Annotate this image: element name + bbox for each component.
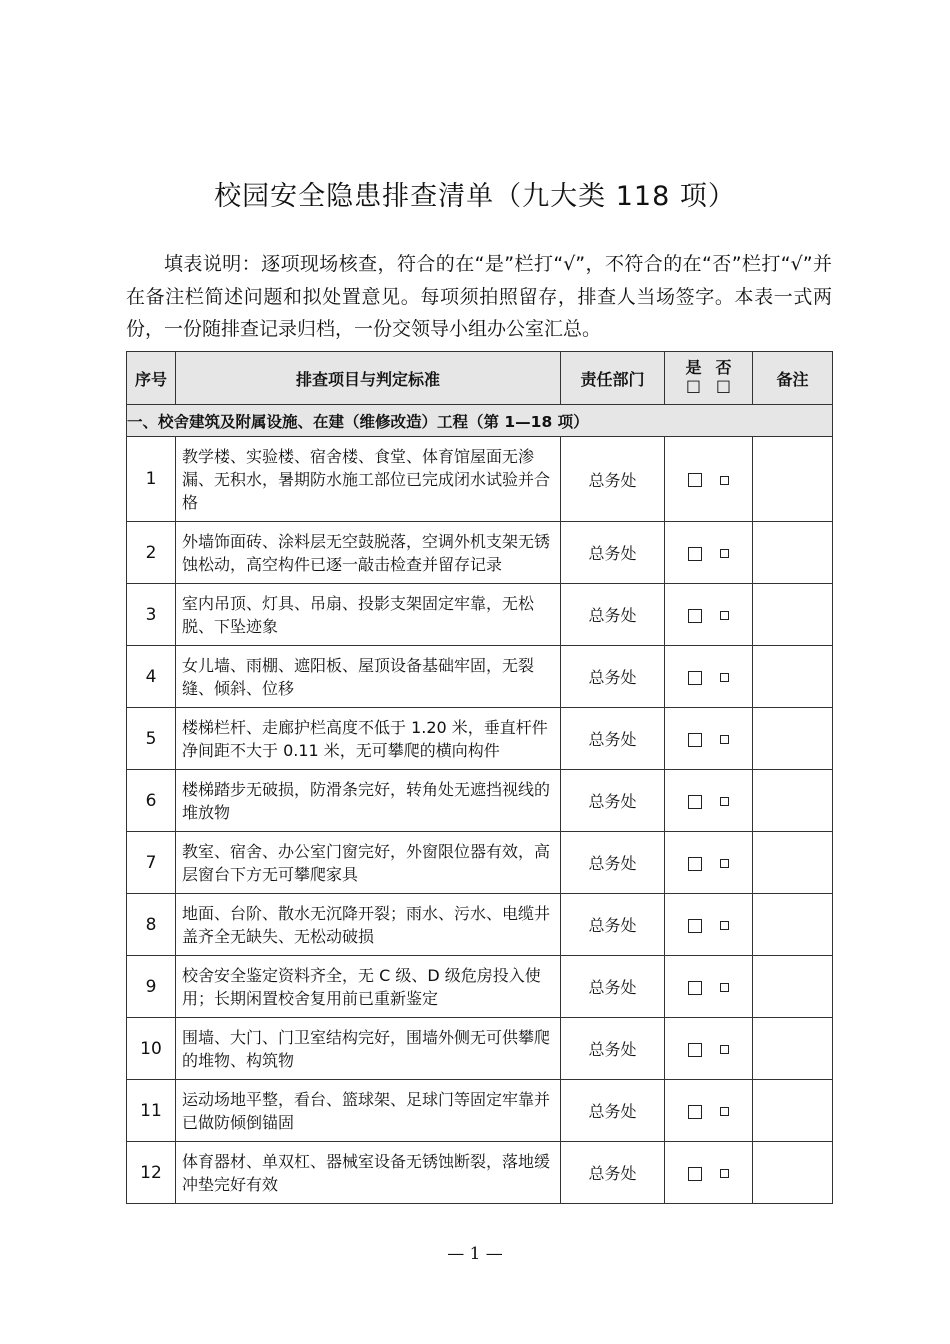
row-department: 总务处 [561, 646, 665, 708]
header-remark: 备注 [753, 352, 833, 405]
row-department: 总务处 [561, 1080, 665, 1142]
row-item-text: 室内吊顶、灯具、吊扇、投影支架固定牢靠，无松脱、下坠迹象 [176, 584, 561, 646]
row-remark[interactable] [753, 522, 833, 584]
row-department: 总务处 [561, 832, 665, 894]
row-remark[interactable] [753, 1080, 833, 1142]
yes-checkbox[interactable] [688, 1105, 702, 1119]
table-row [127, 437, 833, 522]
row-yes-no [665, 1080, 753, 1142]
header-num: 序号 [127, 352, 176, 405]
row-remark[interactable] [753, 770, 833, 832]
row-yes-no [665, 584, 753, 646]
row-number: 2 [127, 522, 176, 584]
table-header-row [127, 352, 833, 405]
row-yes-no [665, 1142, 753, 1204]
row-department: 总务处 [561, 584, 665, 646]
row-remark[interactable] [753, 437, 833, 522]
row-number: 1 [127, 437, 176, 522]
yes-checkbox[interactable] [688, 919, 702, 933]
row-item-text: 女儿墙、雨棚、遮阳板、屋顶设备基础牢固，无裂缝、倾斜、位移 [176, 646, 561, 708]
no-checkbox[interactable] [720, 1169, 729, 1178]
header-dept: 责任部门 [561, 352, 665, 405]
no-checkbox[interactable] [720, 859, 729, 868]
no-checkbox[interactable] [720, 797, 729, 806]
row-item-text: 围墙、大门、门卫室结构完好，围墙外侧无可供攀爬的堆物、构筑物 [176, 1018, 561, 1080]
row-yes-no [665, 956, 753, 1018]
row-item-text: 教室、宿舍、办公室门窗完好，外窗限位器有效，高层窗台下方无可攀爬家具 [176, 832, 561, 894]
row-department: 总务处 [561, 522, 665, 584]
table-row [127, 1080, 833, 1142]
row-item-text: 楼梯踏步无破损，防滑条完好，转角处无遮挡视线的堆放物 [176, 770, 561, 832]
row-department: 总务处 [561, 894, 665, 956]
row-item-text: 楼梯栏杆、走廊护栏高度不低于 1.20 米，垂直杆件净间距不大于 0.11 米，无可攀爬的横向构件 [176, 708, 561, 770]
row-yes-no [665, 832, 753, 894]
no-checkbox[interactable] [720, 735, 729, 744]
row-number: 6 [127, 770, 176, 832]
row-number: 9 [127, 956, 176, 1018]
row-department: 总务处 [561, 437, 665, 522]
row-number: 8 [127, 894, 176, 956]
row-item-text: 外墙饰面砖、涂料层无空鼓脱落，空调外机支架无锈蚀松动，高空构件已逐一敲击检查并留存记录 [176, 522, 561, 584]
row-remark[interactable] [753, 584, 833, 646]
row-number: 5 [127, 708, 176, 770]
header-yes-box: ☐ [685, 378, 702, 398]
no-checkbox[interactable] [720, 476, 729, 485]
row-item-text: 校舍安全鉴定资料齐全，无 C 级、D 级危房投入使用；长期闲置校舍复用前已重新鉴定 [176, 956, 561, 1018]
header-no-box: ☐ [715, 378, 732, 398]
row-number: 3 [127, 584, 176, 646]
yes-checkbox[interactable] [688, 1167, 702, 1181]
row-yes-no [665, 437, 753, 522]
row-yes-no [665, 646, 753, 708]
row-yes-no [665, 708, 753, 770]
row-department: 总务处 [561, 956, 665, 1018]
yes-checkbox[interactable] [688, 981, 702, 995]
table-row [127, 1018, 833, 1080]
header-yes-no [665, 352, 753, 405]
table-row [127, 584, 833, 646]
yes-checkbox[interactable] [688, 1043, 702, 1057]
row-remark[interactable] [753, 832, 833, 894]
row-remark[interactable] [753, 894, 833, 956]
row-yes-no [665, 522, 753, 584]
table-row [127, 894, 833, 956]
row-department: 总务处 [561, 708, 665, 770]
no-checkbox[interactable] [720, 549, 729, 558]
row-remark[interactable] [753, 708, 833, 770]
yes-checkbox[interactable] [688, 671, 702, 685]
row-item-text: 体育器材、单双杠、器械室设备无锈蚀断裂，落地缓冲垫完好有效 [176, 1142, 561, 1204]
checklist-table [126, 351, 833, 1204]
page-number: — 1 — [447, 1244, 503, 1264]
yes-checkbox[interactable] [688, 857, 702, 871]
table-row [127, 956, 833, 1018]
table-row [127, 1142, 833, 1204]
no-checkbox[interactable] [720, 1045, 729, 1054]
yes-checkbox[interactable] [688, 473, 702, 487]
row-remark[interactable] [753, 956, 833, 1018]
yes-checkbox[interactable] [688, 547, 702, 561]
table-row [127, 522, 833, 584]
table-row [127, 770, 833, 832]
yes-checkbox[interactable] [688, 609, 702, 623]
row-remark[interactable] [753, 1018, 833, 1080]
row-yes-no [665, 770, 753, 832]
header-no: 否 [715, 358, 732, 377]
row-remark[interactable] [753, 646, 833, 708]
section-row [127, 405, 833, 437]
row-item-text: 教学楼、实验楼、宿舍楼、食堂、体育馆屋面无渗漏、无积水，暑期防水施工部位已完成闭水试验并合格 [176, 437, 561, 522]
fill-instructions: 填表说明：逐项现场核查，符合的在“是”栏打“√”，不符合的在“否”栏打“√”并在备注栏简述问题和拟处置意见。每项须拍照留存，排查人当场签字。本表一式两份，一份随排查记录归档，一份交领导小组办公室汇总。 [126, 253, 832, 340]
no-checkbox[interactable] [720, 611, 729, 620]
row-item-text: 运动场地平整，看台、篮球架、足球门等固定牢靠并已做防倾倒锚固 [176, 1080, 561, 1142]
row-number: 12 [127, 1142, 176, 1204]
header-item: 排查项目与判定标准 [176, 352, 561, 405]
no-checkbox[interactable] [720, 983, 729, 992]
row-department: 总务处 [561, 1142, 665, 1204]
row-yes-no [665, 1018, 753, 1080]
section-title: 一、校舍建筑及附属设施、在建（维修改造）工程（第 1—18 项） [127, 405, 833, 437]
yes-checkbox[interactable] [688, 733, 702, 747]
yes-checkbox[interactable] [688, 795, 702, 809]
no-checkbox[interactable] [720, 673, 729, 682]
row-item-text: 地面、台阶、散水无沉降开裂；雨水、污水、电缆井盖齐全无缺失、无松动破损 [176, 894, 561, 956]
row-number: 7 [127, 832, 176, 894]
row-number: 4 [127, 646, 176, 708]
table-row [127, 646, 833, 708]
table-row [127, 832, 833, 894]
table-row [127, 708, 833, 770]
no-checkbox[interactable] [720, 1107, 729, 1116]
no-checkbox[interactable] [720, 921, 729, 930]
row-number: 10 [127, 1018, 176, 1080]
page-title: 校园安全隐患排查清单（九大类 118 项） [214, 181, 736, 212]
row-yes-no [665, 894, 753, 956]
row-department: 总务处 [561, 770, 665, 832]
row-department: 总务处 [561, 1018, 665, 1080]
header-yes: 是 [685, 358, 702, 377]
row-remark[interactable] [753, 1142, 833, 1204]
row-number: 11 [127, 1080, 176, 1142]
